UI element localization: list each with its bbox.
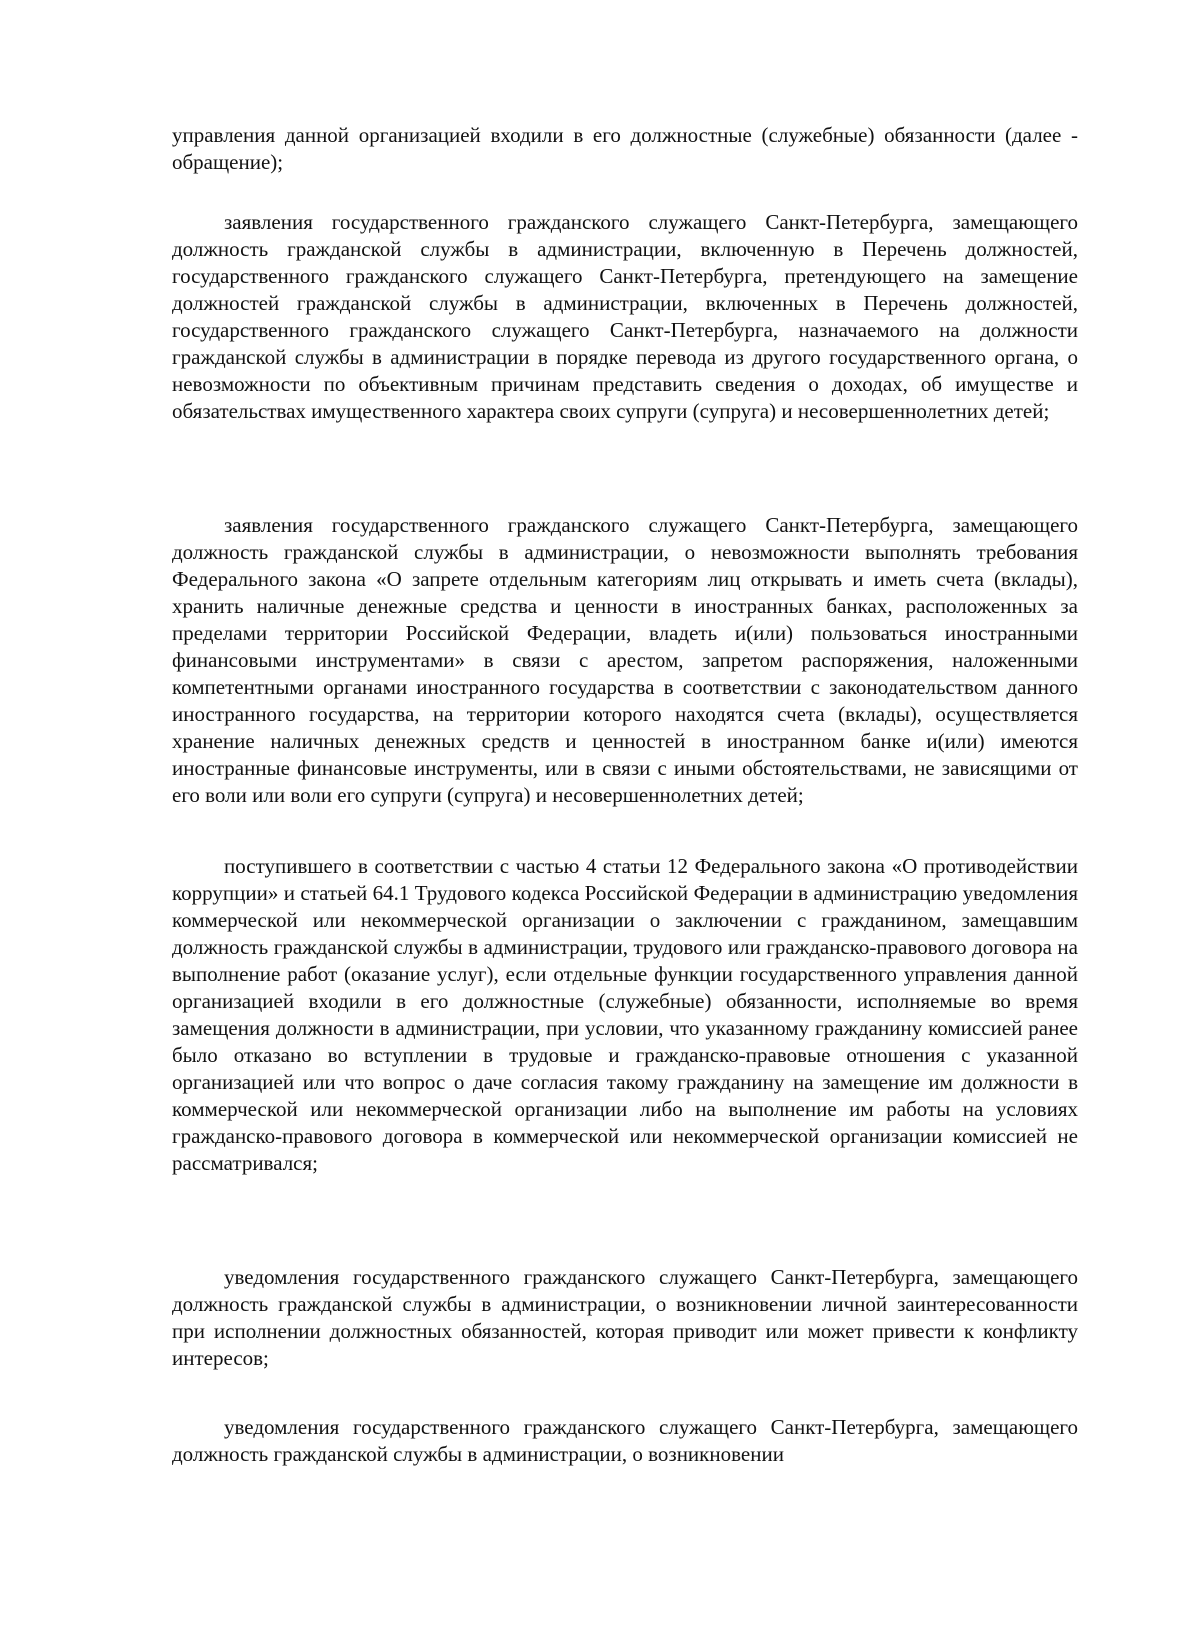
paragraph-continuation [172,122,1078,176]
paragraph-conflict-of-interest-notice [172,1264,1078,1372]
paragraph-text: уведомления государственного гражданского служащего Санкт-Петербурга, замещающего должность гражданской службы в администрации, о возникновении личной заинтересованности при исполнении должностных обязанностей, которая приводит или может привести к конфликту интересов; [172,1265,1078,1370]
paragraph-foreign-accounts-statement [172,512,1078,809]
paragraph-text: управления данной организацией входили в его должностные (служебные) обязанности (далее - обращение); [172,123,1078,174]
paragraph-asset-declaration-statement [172,209,1078,425]
paragraph-text: заявления государственного гражданского служащего Санкт-Петербурга, замещающего должность гражданской службы в администрации, включенную в Перечень должностей, государственного гражданского служащего Санкт-Петербурга, претендующего на замещение должностей гражданской службы в администрации, включенных в Перечень должностей, государственного гражданского служащего Санкт-Петербурга, назначаемого на должности гражданской службы в администрации в порядке перевода из другого государственного органа, о невозможности по объективным причинам представить сведения о доходах, об имуществе и обязательствах имущественного характера своих супруги (супруга) и несовершеннолетних детей; [172,210,1078,423]
paragraph-text: поступившего в соответствии с частью 4 статьи 12 Федерального закона «О противодействии коррупции» и статьей 64.1 Трудового кодекса Российской Федерации в администрацию уведомления коммерческой или некоммерческой организации о заключении с гражданином, замещавшим должность гражданской службы в администрации, трудового или гражданско-правового договора на выполнение работ (оказание услуг), если отдельные функции государственного управления данной организацией входили в его должностные (служебные) обязанности, исполняемые во время замещения должности в администрации, при условии, что указанному гражданину комиссией ранее было отказано во вступлении в трудовые и гражданско-правовые отношения с указанной организацией или что вопрос о даче согласия такому гражданину на замещение им должности в коммерческой или некоммерческой организации либо на выполнение им работы на условиях гражданско-правового договора в коммерческой или некоммерческой организации комиссией не рассматривался; [172,854,1078,1175]
paragraph-text: уведомления государственного гражданского служащего Санкт-Петербурга, замещающего должность гражданской службы в администрации, о возникновении [172,1415,1078,1466]
paragraph-notice-continued [172,1414,1078,1468]
paragraph-text: заявления государственного гражданского служащего Санкт-Петербурга, замещающего должность гражданской службы в администрации, о невозможности выполнять требования Федерального закона «О запрете отдельным категориям лиц открывать и иметь счета (вклады), хранить наличные денежные средства и ценности в иностранных банках, расположенных за пределами территории Российской Федерации, владеть и(или) пользоваться иностранными финансовыми инструментами» в связи с арестом, запретом распоряжения, наложенными компетентными органами иностранного государства в соответствии с законодательством данного иностранного государства, на территории которого находятся счета (вклады), осуществляется хранение наличных денежных средств и ценностей в иностранном банке и(или) имеются иностранные финансовые инструменты, или в связи с иными обстоятельствами, не зависящими от его воли или воли его супруги (супруга) и несовершеннолетних детей; [172,513,1078,807]
paragraph-employer-notification [172,853,1078,1177]
